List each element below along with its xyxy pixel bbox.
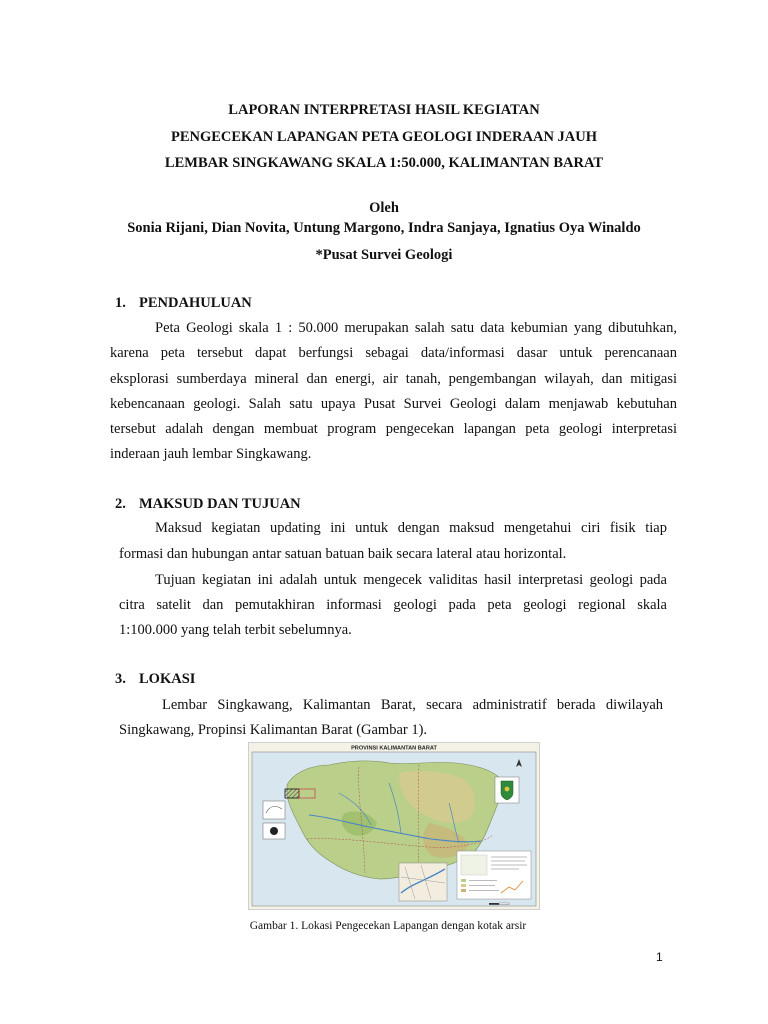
institution: *Pusat Survei Geologi <box>315 247 453 263</box>
paragraph-line: tersebut adalah dengan membuat program pengecekan lapangan peta geologi interpretasi <box>110 421 677 437</box>
paragraph-line: Tujuan kegiatan ini adalah untuk mengecek validitas hasil interpretasi geologi pada <box>155 572 667 588</box>
section-heading-1 <box>115 295 252 312</box>
map-title: PROVINSI KALIMANTAN BARAT <box>351 745 437 752</box>
title-line-3: LEMBAR SINGKAWANG SKALA 1:50.000, KALIMANTAN BARAT <box>164 155 604 171</box>
paragraph-line: citra satelit dan pemutakhiran informasi geologi pada peta geologi regional skala <box>119 597 667 613</box>
paragraph-line: inderaan jauh lembar Singkawang. <box>110 446 312 462</box>
paragraph-line: Maksud kegiatan updating ini untuk dengan maksud mengetahui ciri fisik tiap <box>155 520 667 536</box>
title-line-1: LAPORAN INTERPRETASI HASIL KEGIATAN <box>228 102 540 118</box>
paragraph-line: formasi dan hubungan antar satuan batuan baik secara lateral atau horizontal. <box>119 546 567 562</box>
paragraph-line: 1:100.000 yang telah terbit sebelumnya. <box>119 622 352 638</box>
section-title: PENDAHULUAN <box>139 295 252 311</box>
legend-thumbnail <box>461 855 487 875</box>
emblem-center <box>505 787 510 792</box>
by-label: Oleh <box>369 200 399 216</box>
paragraph-line: karena peta tersebut dapat berfungsi sebagai data/informasi dasar untuk perencanaan <box>110 345 677 361</box>
location-map-figure <box>248 742 540 910</box>
authors: Sonia Rijani, Dian Novita, Untung Margono, Indra Sanjaya, Ignatius Oya Winaldo <box>127 220 641 236</box>
province-map <box>249 743 539 909</box>
page-number: 1 <box>656 950 663 964</box>
section-title: LOKASI <box>139 671 196 687</box>
study-area-box <box>285 789 299 798</box>
paragraph-line: Singkawang, Propinsi Kalimantan Barat (Gambar 1). <box>119 722 428 738</box>
section-title: MAKSUD DAN TUJUAN <box>139 496 301 512</box>
section-number: 2. <box>115 496 126 512</box>
paragraph-line: kebencanaan geologi. Salah satu upaya Pusat Survei Geologi dalam menjawab kebutuhan <box>110 396 677 412</box>
figure-caption: Gambar 1. Lokasi Pengecekan Lapangan dengan kotak arsir <box>249 920 527 932</box>
city-inset-map <box>399 863 447 901</box>
paragraph-line: Lembar Singkawang, Kalimantan Barat, secara administratif berada diwilayah <box>162 697 663 713</box>
paragraph-line: eksplorasi sumberdaya mineral dan energi, air tanah, pengembangan wilayah, dan mitigasi <box>110 371 677 387</box>
section-heading-3 <box>115 671 195 688</box>
section-number: 3. <box>115 671 126 687</box>
paragraph-line: Peta Geologi skala 1 : 50.000 merupakan salah satu data kebumian yang dibutuhkan, <box>155 320 677 336</box>
section-heading-2 <box>115 496 301 513</box>
title-line-2: PENGECEKAN LAPANGAN PETA GEOLOGI INDERAAN JAUH <box>170 129 598 145</box>
inset-map-box <box>263 801 285 819</box>
section-number: 1. <box>115 295 126 311</box>
inset-symbol <box>270 827 278 835</box>
